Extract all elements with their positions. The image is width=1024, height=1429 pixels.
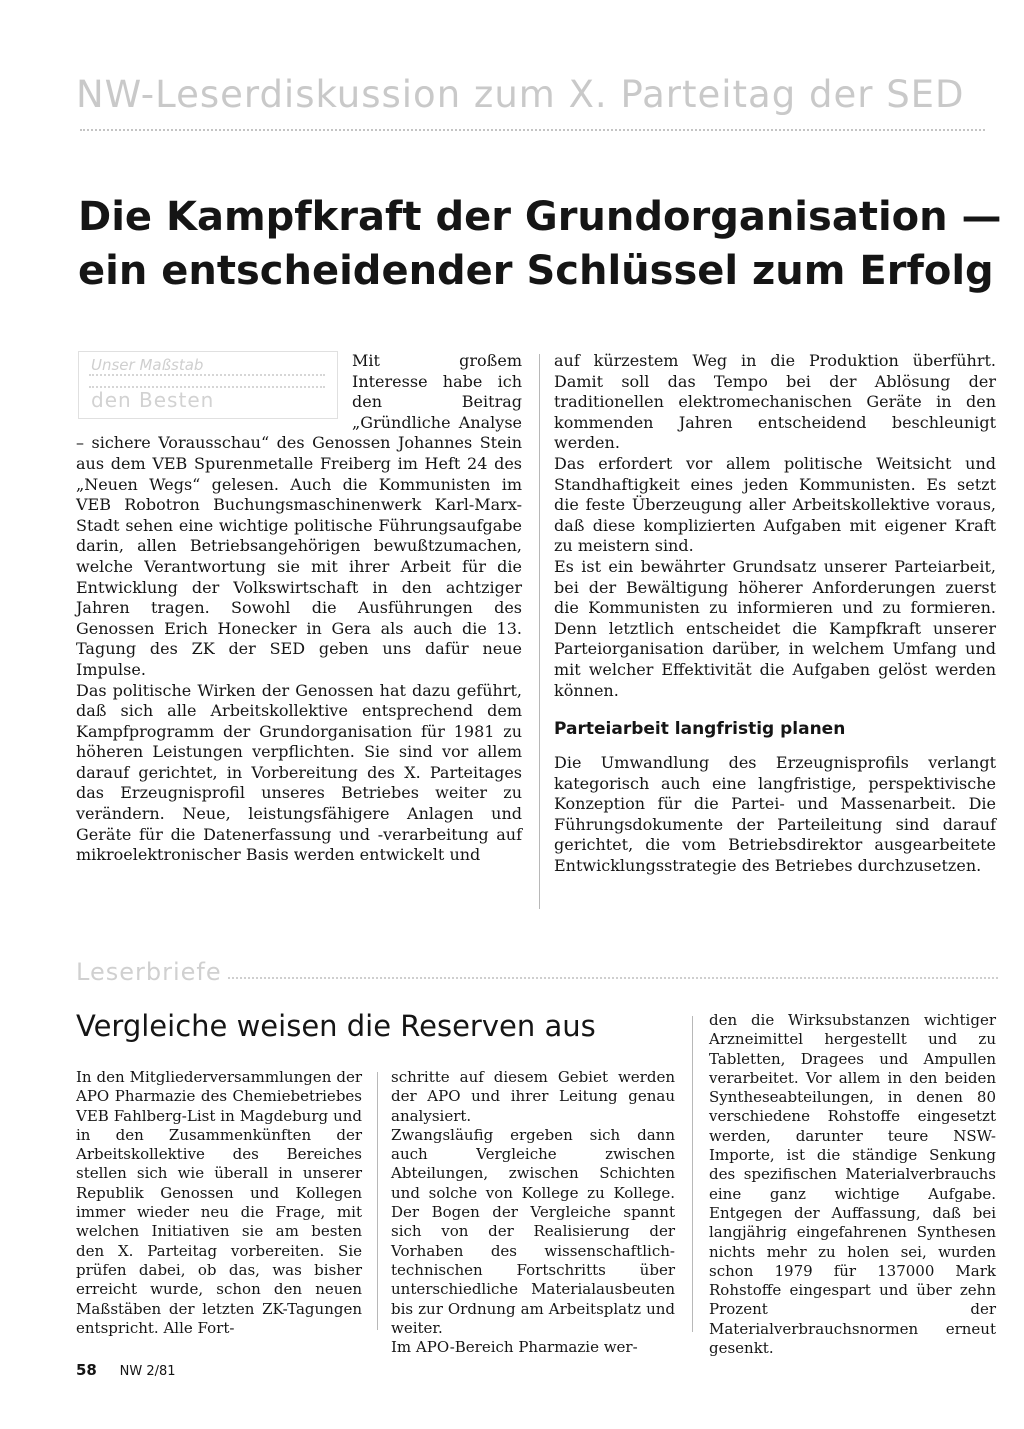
column-divider xyxy=(539,354,540,909)
page-number: 58 xyxy=(76,1361,97,1379)
paragraph: In den Mitgliederversammlungen der APO Pharmazie des Chemiebetriebes VEB Fahlberg-List in Magdeburg und in den Zusammenkünften der Arbeitskollektive des Bereiches stellen sich wie überall in unserer Republik Genossen und Kollegen immer wieder neu die Frage, mit welchen Initiativen sie am besten den X. Parteitag vorbereiten. Sie prüfen dabei, ob das, was bisher erreicht wurde, schon den neuen Maßstäben der letzten ZK-Tagungen entspricht. Alle Fort- xyxy=(76,1068,362,1337)
paragraph: Die Umwandlung des Erzeugnisprofils verlangt kategorisch auch eine langfristige, perspektivische Konzeption für die Partei- und Massenarbeit. Die Führungsdokumente der Parteileitung sind darauf gerichtet, die vom Betriebsdirektor ausgearbeitete Entwicklungsstrategie des Betriebes durchzusetzen. xyxy=(554,753,996,876)
issue-label: NW 2/81 xyxy=(119,1364,176,1379)
paragraph: Im APO-Bereich Pharmazie wer- xyxy=(391,1338,638,1357)
paragraph: Das politische Wirken der Genossen hat dazu geführt, daß sich alle Arbeitskollektive entsprechend dem Kampfprogramm der Grundorganisation für 1981 zu höheren Leistungen verpflichten. Sie sind vor allem darauf gerichtet, in Vorbereitung des X. Parteitages das Erzeugnisprofil unseres Betriebes weiter zu verändern. Neue, leistungsfähigere Anlagen und Geräte für die Datenerfassung und -verarbeitung auf mikroelektronischer Basis werden entwickelt und xyxy=(76,680,522,865)
rubric-logo-line-1: Unser Maßstab xyxy=(91,356,204,374)
letter-headline: Vergleiche weisen die Reserven aus xyxy=(76,1009,596,1043)
rubric-logo-line-2: den Besten xyxy=(91,388,215,412)
rubric-logo-band xyxy=(89,374,325,388)
paragraph: schritte auf diesem Gebiet werden der APO und ihrer Leitung genau analysiert. xyxy=(391,1068,675,1125)
page-footer xyxy=(76,1358,376,1382)
rubric-logo xyxy=(78,351,338,419)
section-label: Leserbriefe xyxy=(76,958,222,986)
paragraph: auf kürzestem Weg in die Produktion überführt. Damit soll das Tempo bei der Ablösung der traditionellen elektromechanischen Geräte in den kommenden Jahren entscheidend beschleunigt werden. xyxy=(554,351,996,453)
letter-column-1 xyxy=(76,1068,362,1338)
section-dotted-rule xyxy=(228,977,998,979)
paragraph: den die Wirksubstanzen wichtiger Arzneimittel hergestellt und zu Tabletten, Dragees und Ampullen verarbeitet. Vor allem in den beiden Syntheseabteilungen, in denen 80 verschiedene Rohstoffe eingesetzt werden, darunter teure NSW-Importe, ist die ständige Senkung des spezifischen Materialverbrauchs eine ganz wichtige Aufgabe. Entgegen der Auffassung, daß bei langjährig eingefahrenen Synthesen nichts mehr zu holen sei, wurden schon 1979 für 137000 Mark Rohstoffe eingespart und über zehn Prozent der Materialverbrauchsnormen erneut gesenkt. xyxy=(709,1011,996,1358)
series-kicker: NW-Leserdiskussion zum X. Parteitag der SED xyxy=(76,73,965,116)
headline-line-2: ein entscheidender Schlüssel zum Erfolg xyxy=(78,248,994,294)
article-column-1 xyxy=(76,351,522,866)
paragraph: Zwangsläufig ergeben sich dann auch Vergleiche zwischen Abteilungen, zwischen Schichten und solche von Kollege zu Kollege. Der Bogen der Vergleiche spannt sich von der Realisierung der Vorhaben des wissenschaftlich-technischen Fortschritts über unterschiedliche Materialausbeuten bis zur Ordnung am Arbeitsplatz und weiter. xyxy=(391,1125,675,1337)
headline-line-1: Die Kampfkraft der Grundorganisation — xyxy=(78,194,1002,240)
paragraph: Das erfordert vor allem politische Weitsicht und Standhaftigkeit eines jeden Kommunisten. Es setzt die feste Überzeugung aller Arbeitskollektive voraus, daß diese komplizierten Aufgaben mit eigener Kraft zu meistern sind. xyxy=(554,453,996,556)
column-divider xyxy=(377,1072,378,1330)
column-divider xyxy=(692,1016,693,1332)
article-column-2 xyxy=(554,351,996,877)
paragraph: Mit großem Interesse habe ich den Beitrag „Gründliche Analyse – sichere Vorausschau“ des Genossen Johannes Stein aus dem VEB Spurenmetalle Freiberg im Heft 24 des „Neuen Wegs“ gelesen. Auch die Kommunisten im VEB Robotron Buchungsmaschinenwerk Karl-Marx-Stadt sehen eine wichtige politische Führungsaufgabe darin, allen Betriebsangehörigen bewußtzumachen, welche Verantwortung sie mit ihrer Arbeit für die Entwicklung der Volkswirtschaft in den achtziger Jahren tragen. Sowohl die Ausführungen des Genossen Erich Honecker in Gera als auch die 13. Tagung des ZK der SED geben uns dafür neue Impulse. xyxy=(76,351,522,679)
letter-column-3 xyxy=(709,1011,996,1358)
kicker-dotted-rule xyxy=(80,129,985,131)
letter-column-2 xyxy=(391,1068,675,1357)
article-headline xyxy=(78,190,1002,298)
section-subheading: Parteiarbeit langfristig planen xyxy=(554,719,846,740)
paragraph: Es ist ein bewährter Grundsatz unserer Parteiarbeit, bei der Bewältigung höherer Anforderungen zuerst die Kommunisten zu informieren und zu formieren. Denn letztlich entscheidet die Kampfkraft unserer Parteiorganisation darüber, in welchem Umfang und mit welcher Effektivität die Aufgaben gelöst werden können. xyxy=(554,556,996,700)
